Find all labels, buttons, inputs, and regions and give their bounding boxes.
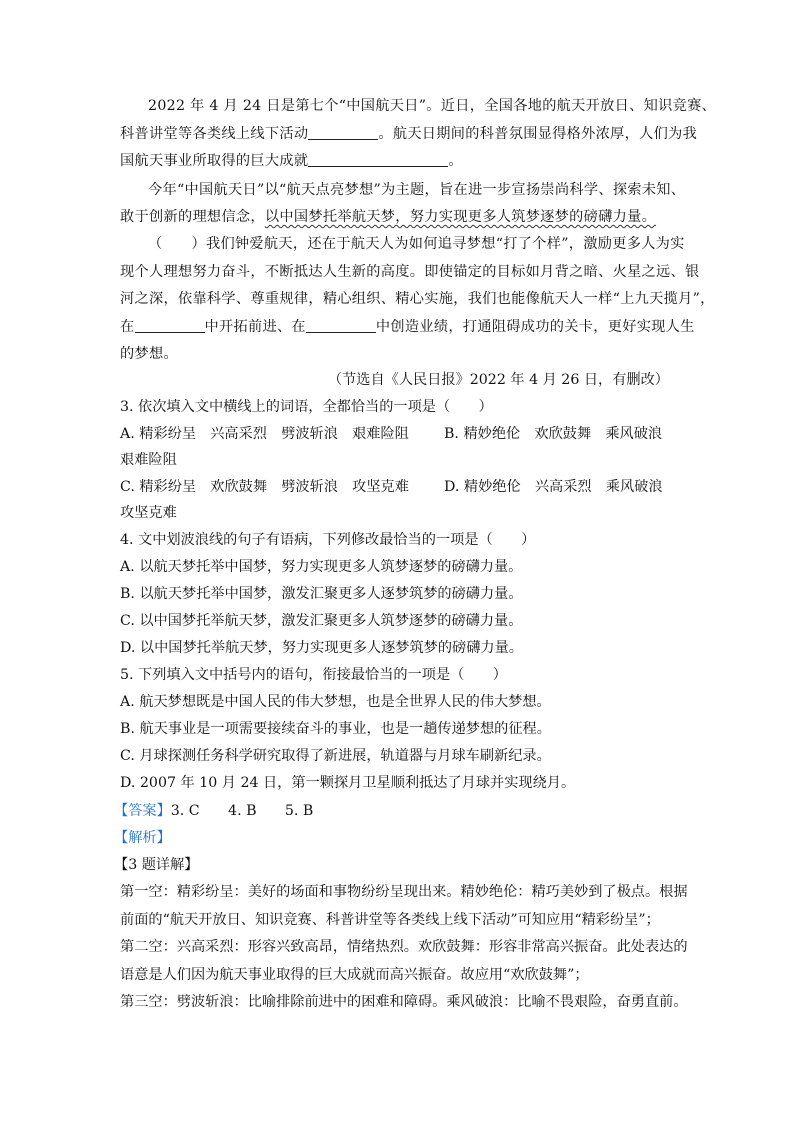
fill-blank (308, 125, 378, 140)
question-5-option-d: D. 2007 年 10 月 24 日，第一颗探月卫星顺利抵达了月球并实现绕月。 (120, 775, 576, 791)
fill-blank (135, 318, 205, 333)
passage-line: 的梦想。 (120, 346, 178, 362)
question-5-option-c: C. 月球探测任务科学研究取得了新进展，轨道器与月球车刷新纪录。 (120, 748, 551, 764)
analysis-line: 第二空：兴高采烈：形容兴致高昂，情绪热烈。欢欣鼓舞：形容非常高兴振奋。此处表达的 (120, 939, 688, 955)
passage-line: （ ）我们钟爱航天，还在于航天人为如何追寻梦想“打了个样”，激励更多人为实 (148, 236, 685, 252)
passage-line: 现个人理想努力奋斗，不断抵达人生新的高度。即使锚定的目标如月背之暗、火星之远、银 (120, 264, 700, 280)
passage-line: 2022 年 4 月 24 日是第七个“中国航天日”。近日，全国各地的航天开放日、知识竞赛、 (148, 98, 717, 114)
passage-line: 今年“中国航天日”以“航天点亮梦想”为主题，旨在进一步宣扬崇尚科学、探索未知、 (148, 182, 686, 198)
question-5-option-a: A. 航天梦想既是中国人民的伟大梦想，也是全世界人民的伟大梦想。 (120, 694, 551, 710)
question-4-option-d: D. 以中国梦托举航天梦，努力实现更多人逐梦筑梦的磅礴力量。 (120, 640, 523, 656)
question-3-stem: 3. 依次填入文中横线上的词语，全都恰当的一项是（ ） (120, 399, 493, 415)
question-3-option-d-wrap: 攻坚克难 (120, 505, 177, 521)
fill-blank (308, 152, 448, 167)
analysis-line: 第三空：劈波斩浪：比喻排除前进中的困难和障碍。乘风破浪：比喻不畏艰险，奋勇直前。 (120, 994, 688, 1010)
analysis-line: 语意是人们因为航天事业取得的巨大成就而高兴振奋。故应用“欢欣鼓舞”； (120, 967, 589, 983)
wavy-underlined-sentence: 以中国梦托举航天梦，努力实现更多人筑梦逐梦的磅礴力量。 (264, 209, 657, 225)
answer-label: 【答案】 (114, 803, 171, 819)
fill-blank (306, 318, 376, 333)
answer-line (114, 801, 313, 821)
passage-line: 在 中开拓前进、在 中创造业绩，打通阻碍成功的关卡，更好实现人生 (120, 319, 695, 335)
passage-line: 敢于创新的理想信念，以中国梦托举航天梦，努力实现更多人筑梦逐梦的磅礴力量。 (120, 209, 657, 225)
question-4-option-c: C. 以中国梦托举航天梦，激发汇聚更多人筑梦逐梦的磅礴力量。 (120, 613, 523, 629)
question-3-option-d: D. 精妙绝伦 兴高采烈 乘风破浪 (444, 479, 663, 495)
question-3-option-b-wrap: 艰难险阻 (120, 452, 177, 468)
question-4-stem: 4. 文中划波浪线的句子有语病，下列修改最恰当的一项是（ ） (120, 532, 536, 548)
question-3-option-c: C. 精彩纷呈 欢欣鼓舞 劈波斩浪 攻坚克难 (120, 479, 409, 495)
question-3-option-a: A. 精彩纷呈 兴高采烈 劈波斩浪 艰难险阻 (120, 426, 409, 442)
analysis-line: 第一空：精彩纷呈：美好的场面和事物纷纷呈现出来。精妙绝伦：精巧美妙到了极点。根据 (120, 884, 688, 900)
analysis-line: 前面的“航天开放日、知识竞赛、科普讲堂等各类线上线下活动”可知应用“精彩纷呈”； (120, 912, 660, 928)
passage-source: （节选自《人民日报》2022 年 4 月 26 日，有删改） (327, 372, 669, 388)
question-5-stem: 5. 下列填入文中括号内的语句，衔接最恰当的一项是（ ） (120, 667, 507, 683)
passage-line: 国航天事业所取得的巨大成就 。 (120, 153, 463, 169)
passage-line: 河之深，依靠科学、尊重规律，精心组织、精心实施，我们也能像航天人一样“上九天揽月”， (120, 291, 715, 307)
question-3-option-b: B. 精妙绝伦 欢欣鼓舞 乘风破浪 (444, 426, 663, 442)
analysis-q3-title: 【3 题详解】 (114, 857, 199, 873)
question-4-option-b: B. 以航天梦托举中国梦，激发汇聚更多人逐梦筑梦的磅礴力量。 (120, 586, 523, 602)
question-5-option-b: B. 航天事业是一项需要接续奋斗的事业，也是一趟传递梦想的征程。 (120, 721, 551, 737)
analysis-label: 【解析】 (114, 830, 171, 846)
question-4-option-a: A. 以航天梦托举中国梦，努力实现更多人筑梦逐梦的磅礴力量。 (120, 559, 523, 575)
answer-values: 3. C 4. B 5. B (170, 803, 314, 819)
passage-line: 科普讲堂等各类线上线下活动 。航天日期间的科普氛围显得格外浓厚，人们为我 (120, 126, 698, 142)
